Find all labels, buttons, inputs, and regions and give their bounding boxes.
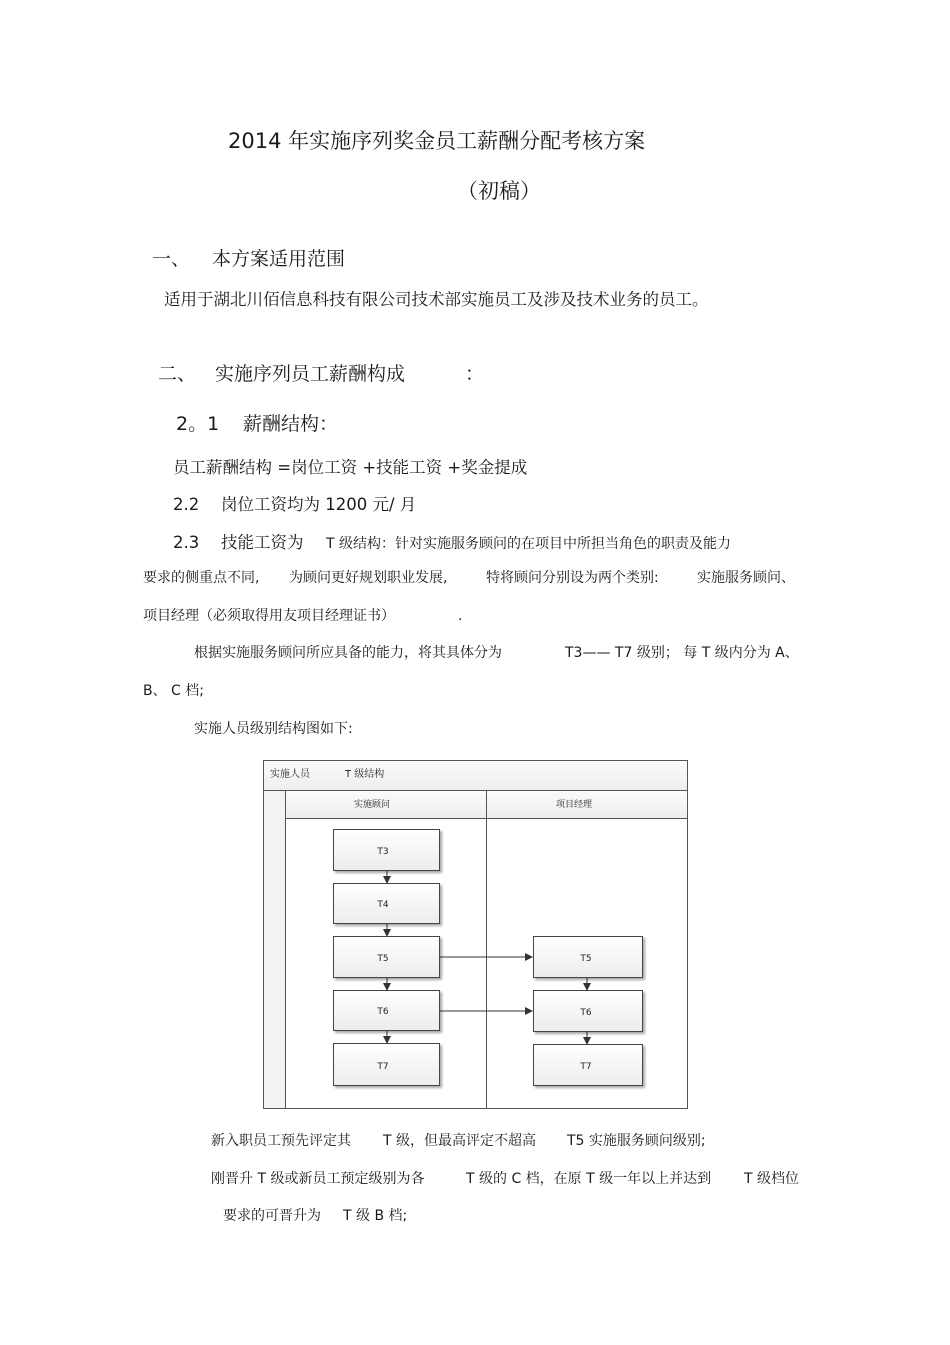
salary-formula: 员工薪酬结构 =岗位工资 +技能工资 +奖金提成 [173, 458, 528, 477]
section1-heading: 本方案适用范围 [212, 248, 346, 270]
diagram-intro: 实施人员级别结构图如下: [194, 721, 353, 737]
box-lane2-t7-label: T7 [580, 1062, 592, 1072]
diagram-gutter [264, 791, 286, 1109]
lane2-label: 项目经理 [555, 800, 593, 810]
section1-text: 适用于湖北川佰信息科技有限公司技术部实施员工及涉及技术业务的员工。 [164, 290, 709, 309]
diagram-header-right: T 级结构 [345, 769, 385, 780]
document-subtitle: （初稿） [457, 179, 541, 203]
box-lane2-t6-label: T6 [580, 1008, 592, 1018]
diagram-header [264, 761, 688, 791]
lane1-label: 实施顾问 [353, 800, 391, 810]
s21-heading: 薪酬结构： [243, 413, 339, 435]
s23-line2-d: 实施服务顾问、 [697, 570, 795, 586]
note3-a: 要求的可晋升为 [223, 1208, 321, 1224]
note2-b: T 级的 C 档，在原 T 级一年以上并达到 [466, 1171, 712, 1187]
box-lane1-t5-label: T5 [377, 954, 389, 964]
box-lane1-t6-label: T6 [377, 1007, 389, 1017]
diagram-header-left: 实施人员 [270, 769, 310, 780]
note1-c: T5 实施服务顾问级别; [567, 1133, 706, 1149]
note2-a: 刚晋升 T 级或新员工预定级别为各 [211, 1171, 425, 1187]
box-lane1-t4-label: T4 [377, 900, 389, 910]
s23-number: 2.3 [173, 533, 200, 552]
s23-line3-b: . [458, 608, 463, 624]
section2-number: 二、 [158, 363, 197, 385]
levels-text-c: B、 C 档; [143, 683, 204, 699]
note1-b: T 级，但最高评定不超高 [383, 1133, 537, 1149]
diagram-svg [263, 760, 688, 1109]
s22-number: 2.2 [173, 495, 200, 514]
s23-lead: 技能工资为 [221, 533, 304, 552]
box-lane1-t7-label: T7 [377, 1062, 389, 1072]
section1-number: 一、 [152, 248, 191, 270]
s23-line3-a: 项目经理（必须取得用友项目经理证书） [143, 608, 395, 624]
document-title: 2014 年实施序列奖金员工薪酬分配考核方案 [228, 129, 646, 153]
s23-line2-c: 特将顾问分别设为两个类别: [486, 570, 659, 586]
s21-number: 2。1 [176, 413, 220, 435]
s23-line2-b: 为顾问更好规划职业发展, [289, 570, 448, 586]
section2-heading: 实施序列员工薪酬构成 [215, 363, 406, 385]
box-lane1-t3-label: T3 [377, 847, 389, 857]
s23-rest: T 级结构：针对实施服务顾问的在项目中所担当角色的职责及能力 [326, 536, 732, 552]
levels-text-b: T3—— T7 级别； 每 T 级内分为 A、 [565, 645, 799, 661]
levels-text-a: 根据实施服务顾问所应具备的能力，将其具体分为 [194, 645, 502, 661]
note1-a: 新入职员工预先评定其 [211, 1133, 351, 1149]
box-lane2-t5-label: T5 [580, 954, 592, 964]
level-structure-diagram [263, 760, 688, 1109]
s23-line2-a: 要求的侧重点不同, [143, 570, 260, 586]
s22-text: 岗位工资均为 1200 元/ 月 [221, 495, 417, 514]
note3-b: T 级 B 档; [343, 1208, 408, 1224]
note2-c: T 级档位 [744, 1171, 800, 1187]
section2-colon: ： [465, 363, 485, 385]
